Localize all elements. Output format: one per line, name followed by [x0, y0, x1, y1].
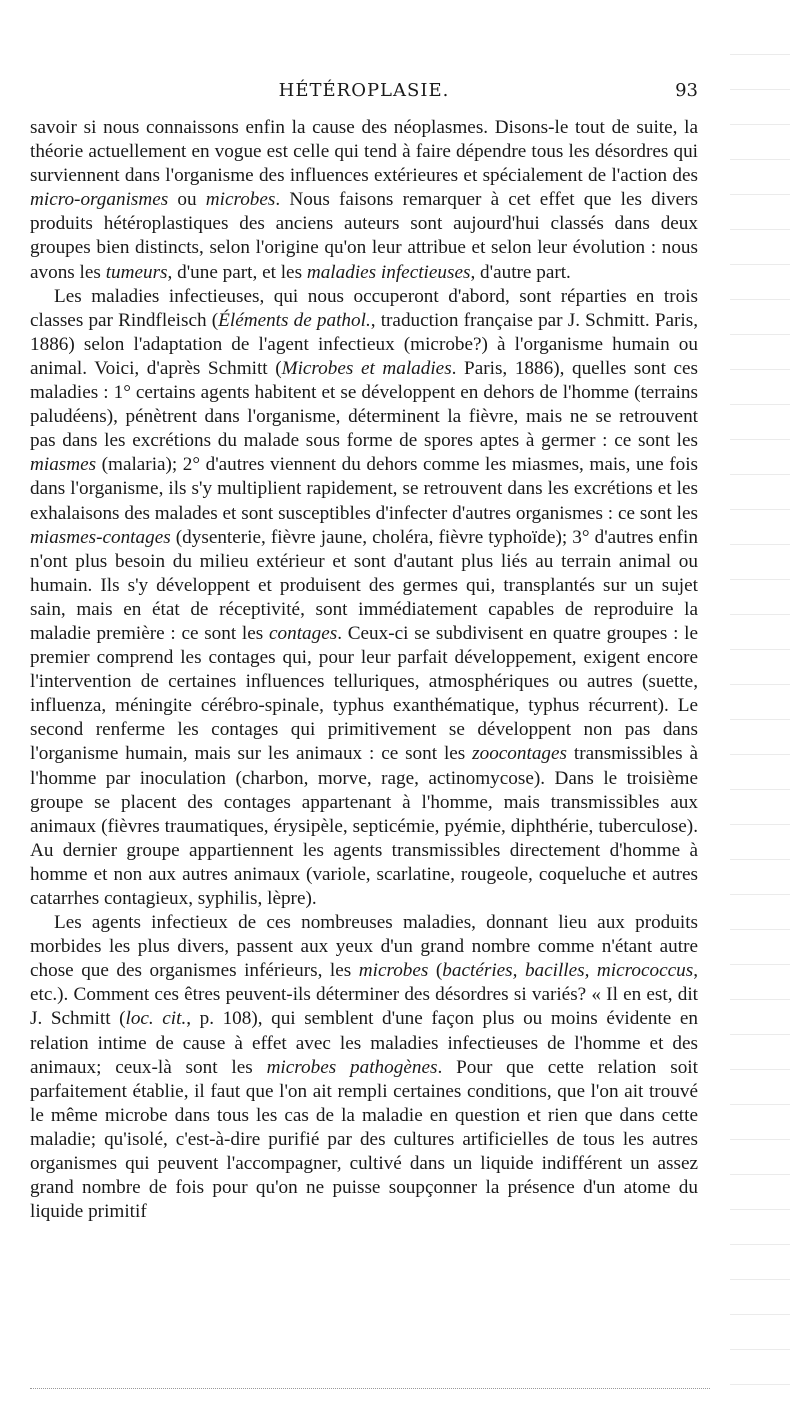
italic-text: tumeurs — [105, 261, 168, 283]
scan-margin-artifacts — [730, 20, 790, 1400]
italic-text: Éléments de pathol. — [218, 309, 371, 331]
page-header — [30, 80, 698, 110]
italic-text: Microbes et maladies — [281, 357, 452, 379]
text-run: (malaria); 2° d'autres viennent du dehors comme les miasmes, mais, une fois dans l'organisme, ils s'y multiplient rapidement, se retrouvent dans les excrétions et les exhalaisons des malades et sont susceptibles d'infecter d'autres organismes : ce sont les — [30, 454, 698, 524]
text-run: Les maladies infectieuses, qui nous occuperont d'abord, sont réparties en trois classes par Rindfleisch ( — [30, 285, 698, 331]
text-run: . Ceux-ci se subdivisent en quatre groupes : le premier comprend les contages qui, pour leur parfait développement, exigent encore l'intervention de certaines influences telluriques, atmosphériques ou autres (suette, influenza, méningite cérébro-spinale, typhus exanthématique, typhus récurrent). Le second renferme les contages qui primitivement se développent non pas dans l'organisme humain, mais sur les animaux : ce sont les — [30, 622, 698, 765]
paragraph — [30, 116, 698, 285]
italic-text: loc. cit. — [125, 1008, 187, 1030]
body-text — [30, 116, 698, 1224]
italic-text: miasmes-contages — [30, 526, 171, 548]
text-run: (dysenterie, fièvre jaune, choléra, fièvre typhoïde); 3° d'autres enfin n'ont plus besoin du milieu extérieur et sont d'autant plus liés au terrain animal ou humain. Ils s'y développent et produisent des germes qui, transplantés sur un sujet sain, mais en état de réceptivité, sont immédiatement capables de reproduire la maladie première : ce sont les — [30, 526, 698, 644]
paragraph — [30, 911, 698, 1224]
text-run: . Paris, 1886), quelles sont ces maladies : 1° certains agents habitent et se développent en dehors de l'homme (terrains paludéens), pénètrent dans l'organisme, déterminent la fièvre, mais ne se retrouvent pas dans les excrétions du malade sous forme de spores aptes à germer : ce sont les — [30, 357, 698, 452]
text-run: ( — [428, 960, 443, 982]
text-run: transmissibles à l'homme par inoculation (charbon, morve, rage, actinomycose). Dans le troisième groupe se placent des contages appartenant à l'homme, mais transmissibles aux animaux (fièvres traumatiques, érysipèle, septicémie, pyémie, diphthérie, tuberculose). Au dernier groupe appartiennent les agents transmissibles directement d'homme à homme et non aux autres animaux (variole, scarlatine, rougeole, coqueluche et autres catarrhes contagieux, syphilis, lèpre). — [30, 743, 698, 909]
page-number: 93 — [675, 80, 698, 101]
italic-text: microbes — [205, 189, 276, 211]
italic-text: miasmes — [30, 454, 97, 476]
italic-text: zoocontages — [472, 743, 568, 765]
text-run: , traduction française par J. Schmitt. Paris, 1886) selon l'adaptation de l'agent infectieux (microbe?) à l'organisme humain ou animal. Voici, d'après Schmitt ( — [30, 309, 698, 379]
text-run: , d'autre part. — [470, 261, 571, 283]
italic-text: maladies infectieuses — [306, 261, 471, 283]
italic-text: contages — [268, 622, 338, 644]
italic-text: bactéries, bacilles, micrococcus — [442, 960, 694, 982]
scan-bottom-artifact — [30, 1388, 710, 1390]
text-run: , p. 108), qui semblent d'une façon plus ou moins évidente en relation intime de cause à effet avec les maladies infectieuses de l'homme et des animaux; ceux-là sont les — [30, 1008, 698, 1078]
italic-text: micro-organismes — [30, 189, 169, 211]
italic-text: microbes pathogènes — [266, 1056, 438, 1078]
text-run: , etc.). Comment ces êtres peuvent-ils déterminer des désordres si variés? « Il en est, dit J. Schmitt ( — [30, 960, 698, 1030]
text-run: , d'une part, et les — [167, 261, 307, 283]
text-run: savoir si nous connaissons enfin la cause des néoplasmes. Disons-le tout de suite, la théorie actuellement en vogue est celle qui tend à faire dépendre tous les désordres qui surviennent dans l'organisme des influences extérieures et spécialement de l'action des — [30, 117, 698, 187]
text-run: Les agents infectieux de ces nombreuses maladies, donnant lieu aux produits morbides les plus divers, passent aux yeux d'un grand nombre comme n'étant autre chose que des organismes inférieurs, les — [30, 912, 698, 982]
text-run: . Nous faisons remarquer à cet effet que les divers produits hétéroplastiques des anciens auteurs sont aujourd'hui classés dans deux groupes bien distincts, selon l'origine qu'on leur attribue et selon leur évolution : nous avons les — [30, 189, 698, 283]
italic-text: microbes — [358, 960, 429, 982]
paragraph — [30, 285, 698, 911]
running-title: HÉTÉROPLASIE. — [278, 80, 450, 101]
text-run: . Pour que cette relation soit parfaitement établie, il faut que l'on ait rempli certaines conditions, que l'on ait trouvé le même microbe dans tous les cas de la maladie en question et rien que dans cette maladie; qu'isolé, c'est-à-dire purifié par des cultures artificielles de tous les autres organismes qui peuvent l'accompagner, cultivé dans un liquide indifférent un assez grand nombre de fois pour qu'on ne puisse soupçonner la présence d'un atome du liquide primitif — [30, 1056, 698, 1223]
text-run: ou — [168, 189, 206, 211]
